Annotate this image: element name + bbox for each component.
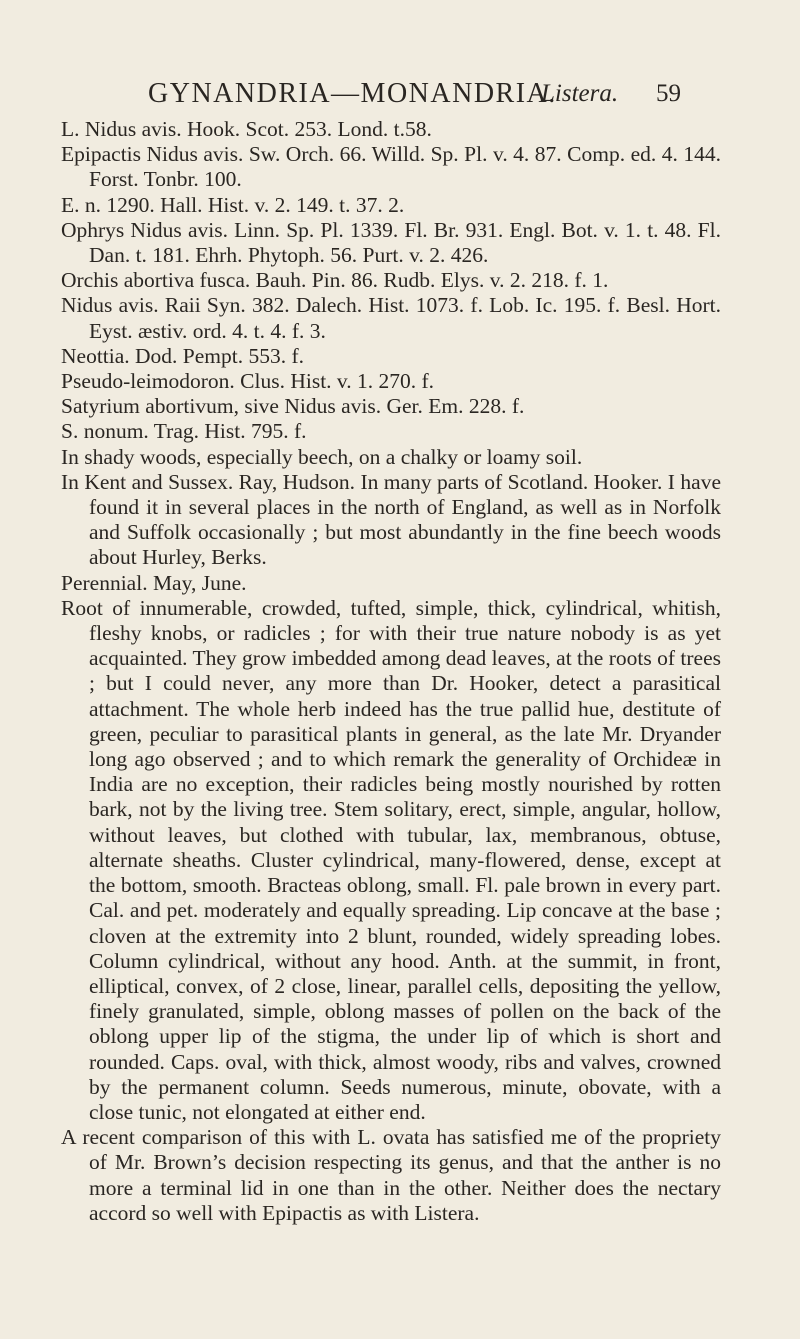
- synonym-entry: L. Nidus avis. Hook. Scot. 253. Lond. t.58.: [61, 117, 432, 141]
- running-header: [0, 78, 800, 118]
- page-body: [61, 117, 721, 1226]
- page-number: 59: [656, 80, 681, 107]
- synonym-entry: Orchis abortiva fusca. Bauh. Pin. 86. Rudb. Elys. v. 2. 218. f. 1.: [61, 268, 609, 293]
- synonym-entry: Epipactis Nidus avis. Sw. Orch. 66. Willd. Sp. Pl. v. 4. 87. Comp. ed. 4. 144. Forst. Tonbr. 100.: [61, 142, 721, 192]
- habitat-paragraph: In shady woods, especially beech, on a chalky or loamy soil.: [61, 444, 583, 469]
- duration-paragraph: Perennial. May, June.: [61, 570, 247, 595]
- localities-paragraph: In Kent and Sussex. Ray, Hudson. In many parts of Scotland. Hooker. I have found it in several places in the north of England, as well as in Norfolk and Suffolk occasionally ; but most abundantly in the fine beech woods about Hurley, Berks.: [61, 469, 721, 570]
- synonym-entry: Ophrys Nidus avis. Linn. Sp. Pl. 1339. Fl. Br. 931. Engl. Bot. v. 1. t. 48. Fl. Dan. t. 181. Ehrh. Phytoph. 56. Purt. v. 2. 426.: [61, 217, 721, 268]
- genus-name: Listera.: [541, 80, 619, 107]
- remarks-paragraph: A recent comparison of this with L. ovata has satisfied me of the propriety of Mr. Brown’s decision respecting its genus, and that the anther is no more a terminal lid in one than in the other. Neither does the nectary accord so well with Epipactis as with Listera.: [61, 1125, 721, 1225]
- synonymy-list: [61, 117, 721, 445]
- synonym-entry: Nidus avis. Raii Syn. 382. Dalech. Hist. 1073. f. Lob. Ic. 195. f. Besl. Hort. Eyst. æstiv. ord. 4. t. 4. f. 3.: [61, 293, 721, 343]
- synonym-entry: Neottia. Dod. Pempt. 553. f.: [61, 343, 305, 368]
- synonym-entry: Pseudo-leimodoron. Clus. Hist. v. 1. 270. f.: [61, 369, 435, 394]
- page-title: GYNANDRIA—MONANDRIA.: [148, 78, 557, 109]
- synonym-entry: S. nonum. Trag. Hist. 795. f.: [61, 419, 307, 444]
- description-paragraph: Root of innumerable, crowded, tufted, simple, thick, cylindrical, whitish, fleshy knobs, or radicles ; for with their true nature nobody is as yet acquainted. They grow imbedded among dead leaves, at the roots of trees ; but I could never, any more than Dr. Hooker, detect a parasitical attachment. The whole herb indeed has the true pallid hue, destitute of green, peculiar to parasitical plants in general, as the late Mr. Dryander long ago observed ; and to which remark the generality of Orchideæ in India are no exception, their radicles being mostly nourished by rotten bark, not by the living tree. Stem solitary, erect, simple, angular, hollow, without leaves, but clothed with tubular, lax, membranous, obtuse, alternate sheaths. Cluster cylindrical, many-flowered, dense, except at the bottom, smooth. Bracteas oblong, small. Fl. pale brown in every part. Cal. and pet. moderately and equally spreading. Lip concave at the base ; cloven at the extremity into 2 blunt, rounded, widely spreading lobes. Column cylindrical, without any hood. Anth. at the summit, in front, elliptical, convex, of 2 close, linear, parallel cells, depositing the yellow, finely granulated, simple, oblong masses of pollen on the back of the oblong upper lip of the stigma, the under lip of which is short and rounded. Caps. oval, with thick, almost woody, ribs and valves, crowned by the permanent column. Seeds numerous, minute, obovate, with a close tunic, not elongated at either end.: [61, 595, 721, 1124]
- synonym-entry: Satyrium abortivum, sive Nidus avis. Ger. Em. 228. f.: [61, 394, 525, 419]
- synonym-entry: E. n. 1290. Hall. Hist. v. 2. 149. t. 37. 2.: [61, 192, 405, 217]
